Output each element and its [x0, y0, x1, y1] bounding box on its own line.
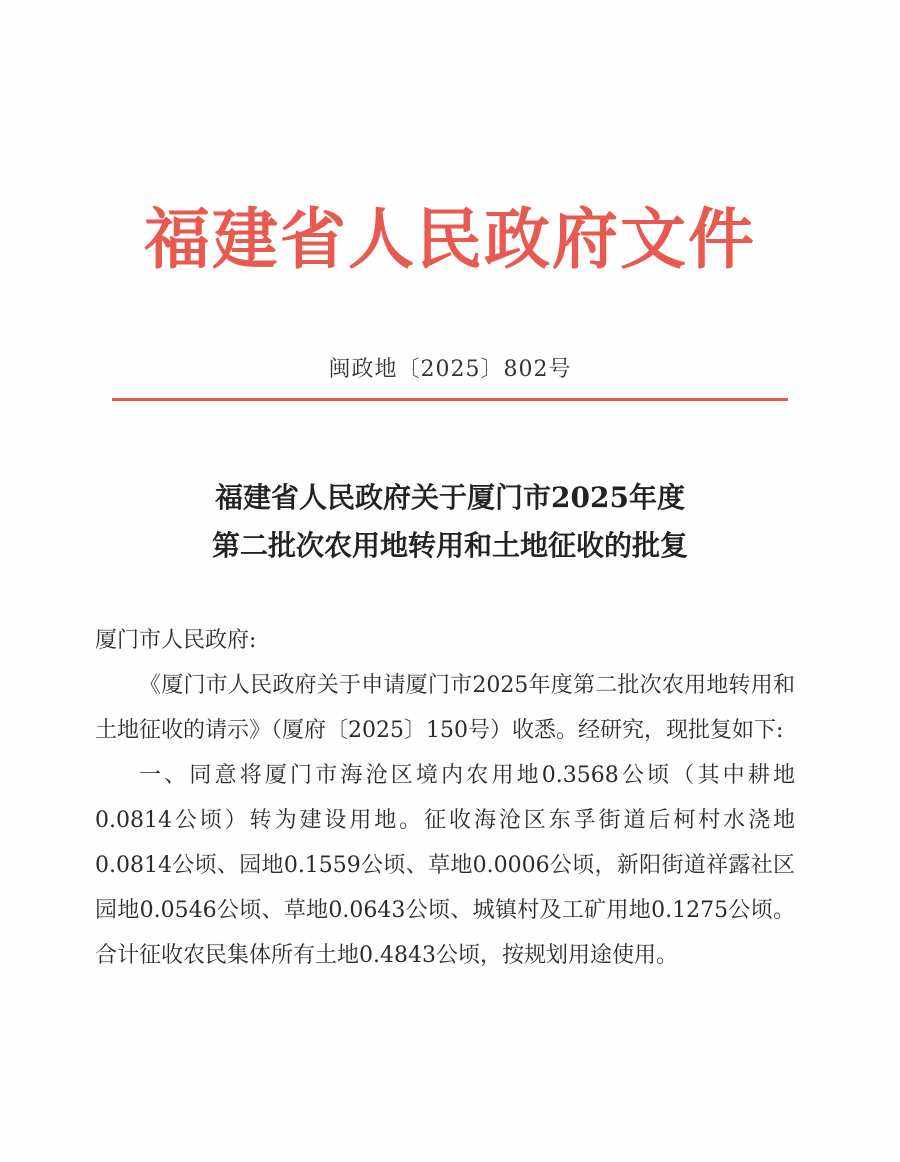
salutation: 厦门市人民政府:	[95, 628, 257, 653]
masthead-title: 福建省人民政府文件	[144, 200, 756, 278]
document-body	[95, 618, 795, 978]
document-number: 闽政地〔2025〕802号	[328, 357, 572, 382]
document-title-line-2: 第二批次农用地转用和土地征收的批复	[211, 529, 688, 562]
red-divider-line	[112, 398, 788, 401]
body-paragraph-1: 《厦门市人民政府关于申请厦门市2025年度第二批次农用地转用和土地征收的请示》（厦府〔2025〕150号）收悉。经研究，现批复如下:	[95, 673, 795, 743]
document-title-line-1: 福建省人民政府关于厦门市2025年度	[215, 481, 685, 514]
body-paragraph-2: 一、同意将厦门市海沧区境内农用地0.3568公顷（其中耕地0.0814公顷）转为建设用地。征收海沧区东孚街道后柯村水浇地0.0814公顷、园地0.1559公顷、草地0.0006公顷，新阳街道祥露社区园地0.0546公顷、草地0.0643公顷、城镇村及工矿用地0.1275公顷。合计征收农民集体所有土地0.4843公顷，按规划用途使用。	[95, 763, 795, 968]
document-title	[0, 474, 900, 570]
